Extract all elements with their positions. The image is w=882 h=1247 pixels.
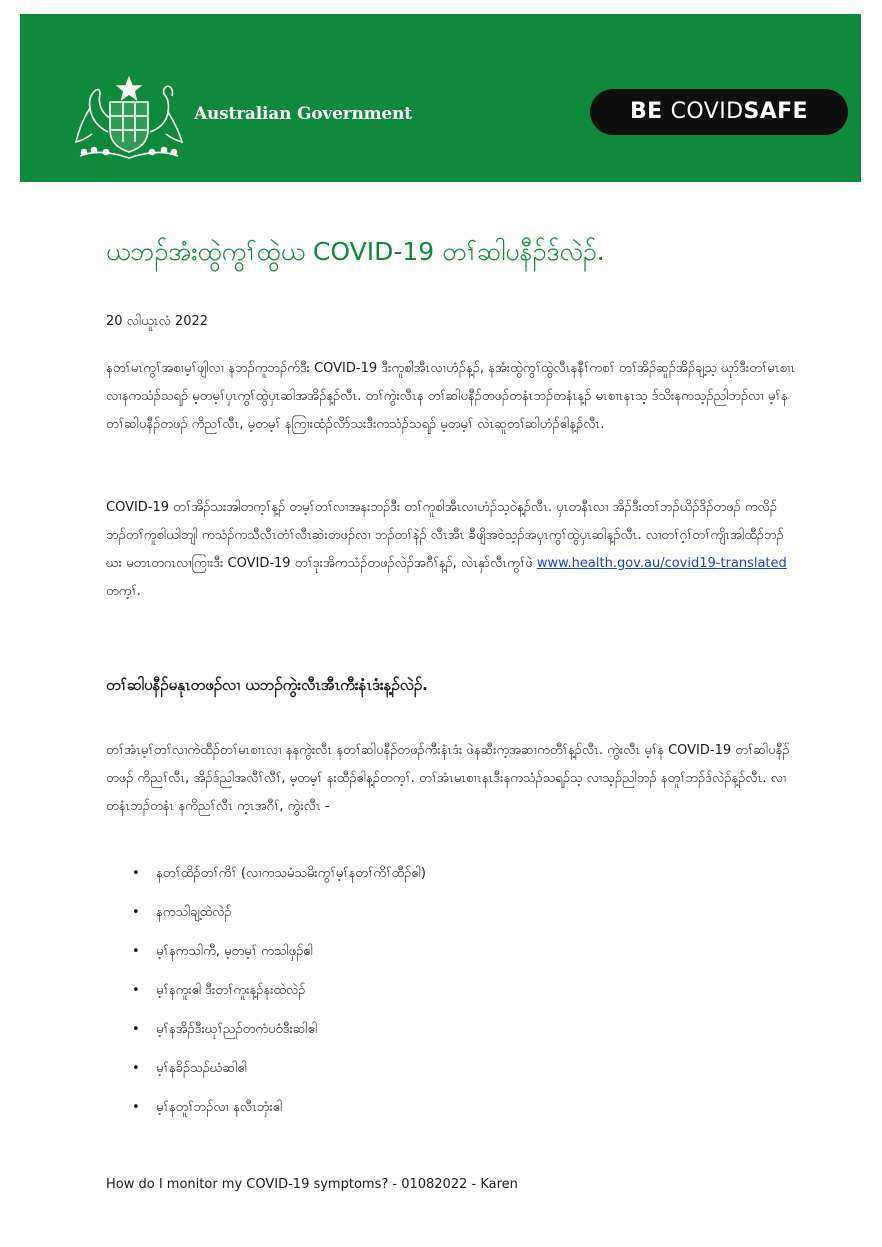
list-item-text: မ့ၢ်နကူးဧါ ဒီးတၢ်ကူးန့ၣ်နးထဲလဲၣ် — [156, 983, 306, 998]
list-item-text: နတၢ်ထိၣ်တၢ်ကိၢ် (လၢကသမံသမိးကွၢ်မ့ၢ်နတၢ်ကိၢ်ထီၣ်ဧါ) — [156, 866, 426, 881]
intro-paragraph: နတၢ်မၤကွၢ်အစၢမ့ၢ်ဖျါလၢ နဘၣ်ကူဘၣ်က်ဒီး COVID-19 ဒီးကူစါအီၤလၢဟံၣ်န့ၣ်, နအံးထွဲကွၢ်ထွဲလီၤနနီၢ်ကစၢ် တၢ်အိၣ်ဆူၣ်အိၣ်ချ့သ့ ဃုာ်ဒီးတၢ်မၤစၢၤလၢနကသံၣ်သရၣ် မ့တမ့ၢ်ပှၤကွၢ်ထွဲပှၤဆါအအိၣ်န့ၣ်လီၤ. တၢ်ကွဲးလီၤန တၢ်ဆါပနီၣ်တဖၣ်တနံၤဘၣ်တနံၤန့ၣ် မၤစၢၤနၤသ့ ဒ်သိးနကသ့ၣ်ညါဘၣ်လၢ မ့ၢ်နတၢ်ဆါပနီၣ်တဖၣ် ကိညၢ်လီၤ, မ့တမ့ၢ် နကြၢးထံၣ်လိာ်သးဒီးကသံၣ်သရၣ် မ့တမ့ၢ် လဲၤဆူတၢ်ဆါဟံၣ်ဧါန့ၣ်လီၤ. — [106, 361, 796, 432]
list-item-text: မ့ၢ်နခိၣ်သၣ်ဃံဆါဧါ — [156, 1061, 247, 1076]
list-item — [106, 899, 796, 938]
page-title: ယဘၣ်အံးထွဲကွၢ်ထွဲယ COVID-19 တၢ်ဆါပနီၣ်ဒ်လဲၣ်. — [106, 237, 605, 266]
section-heading: တၢ်ဆါပနီၣ်မနုၤတဖၣ်လၢ ယဘၣ်ကွဲးလီၤအီၤကီးနံၤဒံးန့ၣ်လဲၣ်. — [106, 676, 428, 694]
list-item — [106, 860, 796, 899]
government-name: Australian Government — [194, 104, 412, 124]
info-paragraph-tail: တက့ၢ်. — [106, 584, 141, 599]
info-paragraph-text: COVID-19 တၢ်အိၣ်သးအါတက့ၢ်န့ၣ် တမ့ၢ်တၢ်လၢအနးဘၣ်ဒီး တၢ်ကူစါအီၤလၢဟံၣ်သ့ဝဲန့ၣ်လီၤ. ပှၤတနီၤလၢ အိၣ်ဒီးတၢ်ဘၣ်ယိၣ်ဒိၣ်တဖၣ် ကလိၣ်ဘၣ်တၢ်ကူစါယါဘျါ ကသံၣ်ကသီလီၤတံၢ်လီၤဆဲးတဖၣ်လၢ ဘၣ်တၢ်နဲၣ် လီၤအီၤ ခီဖျိအဝဲသ့ၣ်အပှၤကွၢ်ထွဲပှၤဆါန့ၣ်လီၤ. လၢတၢ်ဂ့ၢ်တၢ်ကျိၤအါထီၣ်ဘၣ်ဃး မတၤတဂၤလၢကြၢးဒီး COVID-19 တၢ်ဒုးအိကသံၣ်တဖၣ်လဲၣ်အဂီၢ်န့ၣ်, လဲၤနှာ်လီၤကွၢ်ဖဲ — [106, 500, 784, 571]
page-footer: How do I monitor my COVID-19 symptoms? - 01082022 - Karen — [106, 1177, 518, 1192]
badge-part-covid: COVID — [670, 99, 744, 124]
health-website-link[interactable]: www.health.gov.au/covid19-translated — [536, 556, 787, 571]
header-banner — [20, 14, 861, 182]
list-item-text: မ့ၢ်နတူၢ်ဘၣ်လၢ နလီၤဘှံးဧါ — [156, 1100, 283, 1115]
bullet-dot: • — [132, 905, 140, 920]
list-item — [106, 1094, 796, 1133]
bullet-dot: • — [132, 1061, 140, 1076]
badge-part-safe: SAFE — [743, 99, 808, 124]
covidsafe-badge — [590, 89, 848, 135]
list-item-text: မ့ၢ်နအိၣ်ဒီးဃုၢ်ညၣ်တကံပဝံဒီးဆါဧါ — [156, 1022, 318, 1037]
list-item — [106, 1055, 796, 1094]
bullet-dot: • — [132, 983, 140, 998]
list-item-text: မ့ၢ်နကသါကီ, မ့တမ့ၢ် ကသါဖှၣ်ဧါ — [156, 944, 313, 959]
bullet-dot: • — [132, 1022, 140, 1037]
coat-of-arms-icon — [70, 72, 188, 168]
list-item-text: နကသါချ့ထဲလဲၣ် — [156, 905, 232, 920]
badge-part-be: BE — [630, 99, 671, 124]
symptoms-paragraph: တၢ်အံၤမ့ၢ်တၢ်လၢကဲထီၣ်တၢ်မၤစၢၤလၢ နနကွဲးလီၤ နတၢ်ဆါပနီၣ်တဖၣ်ကီးနံၤဒံး ဖဲနဆီးက့အဆၢကတီၢ်န့ၣ်လီၤ. ကွဲးလီၤ မ့ၢ်န COVID-19 တၢ်ဆါပနီၣ်တဖၣ် ကိညၢ်လီၤ, အိၣ်ဒ်ညါအလီၢ်လီၢ်, မ့တမ့ၢ် နးထီၣ်ဧါန့ၣ်တက့ၢ်. တၢ်အံၤမၤစၢၤနၤဒီးနကသံၣ်သရၣ်သ့ လၢသ့ၣ်ညါဘၣ် နတူၢ်ဘၣ်ဒ်လဲၣ်န့ၣ်လီၤ. လၢတနံၤဘၣ်တနံၤ နကိညၢ်လီၤ က့ၤအဂီၢ်, ကွဲးလီၤ - — [106, 743, 790, 814]
list-item — [106, 1016, 796, 1055]
list-item — [106, 938, 796, 977]
list-item — [106, 977, 796, 1016]
bullet-dot: • — [132, 866, 140, 881]
info-paragraph — [106, 494, 796, 606]
document-date: 20 လါယူၤလံ 2022 — [106, 314, 209, 329]
symptom-list — [106, 860, 796, 1133]
bullet-dot: • — [132, 944, 140, 959]
bullet-dot: • — [132, 1100, 140, 1115]
